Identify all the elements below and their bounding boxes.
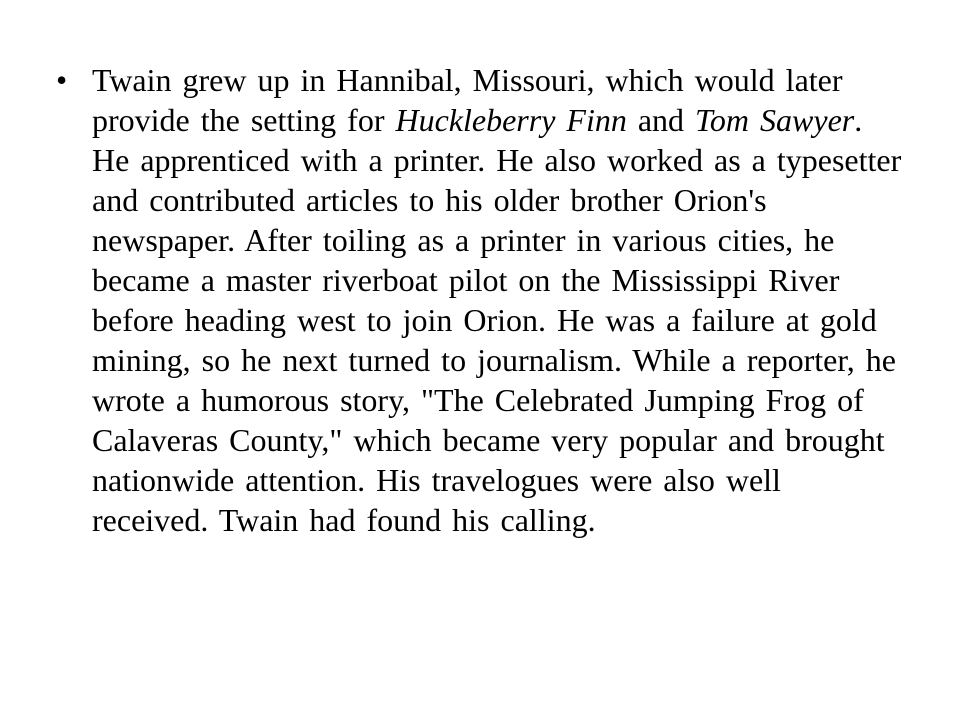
bullet-list <box>56 60 906 540</box>
text-segment-1: Twain grew up in Hannibal, Missouri, which would later provide the setting for <box>92 62 843 138</box>
bullet-item <box>56 60 906 540</box>
text-segment-3: and <box>626 102 696 138</box>
book-title-tom-sawyer: Tom Sawyer <box>695 102 855 138</box>
book-title-huckleberry-finn: Huckleberry Finn <box>395 102 627 138</box>
bullet-paragraph <box>92 60 906 540</box>
bullet-point-icon: • <box>56 62 68 98</box>
text-segment-5: . He apprenticed with a printer. He also worked as a typesetter and contributed articles to his older brother Orion's newspaper. After toiling as a printer in various cities, he became a master riverboat pilot on the Mississippi River before heading west to join Orion. He was a failure at gold mining, so he next turned to journalism. While a reporter, he wrote a humorous story, "The Celebrated Jumping Frog of Calaveras County," which became very popular and brought nationwide attention. His travelogues were also well received. Twain had found his calling. <box>92 102 902 538</box>
